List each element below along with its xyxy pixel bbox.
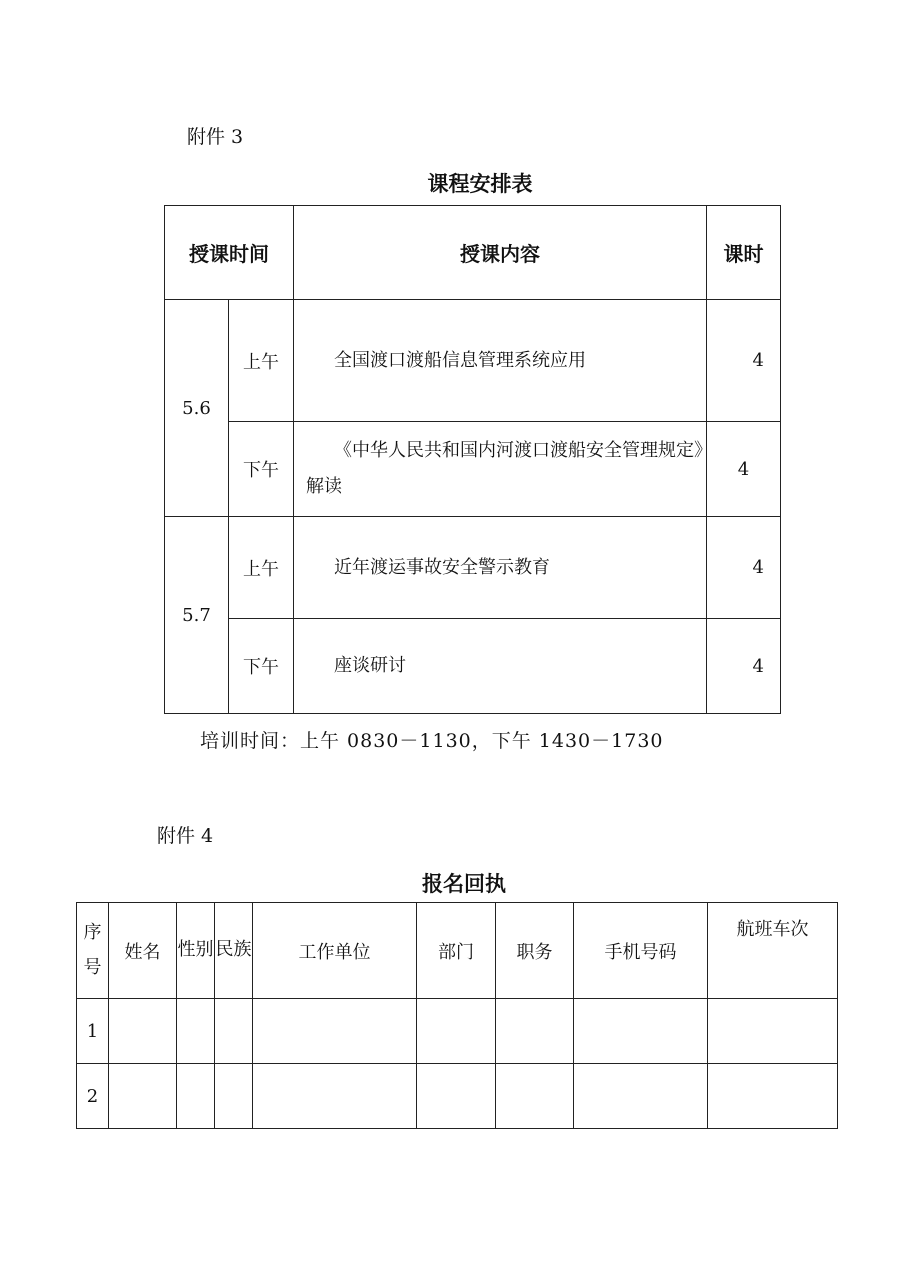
name-cell[interactable] (109, 1064, 177, 1129)
gender-cell[interactable] (177, 1064, 215, 1129)
content-cell: 《中华人民共和国内河渡口渡船安全管理规定》解读 (294, 422, 707, 517)
employer-cell[interactable] (253, 1064, 417, 1129)
header-department: 部门 (417, 903, 496, 999)
position-cell[interactable] (496, 1064, 574, 1129)
header-phone: 手机号码 (574, 903, 708, 999)
period-cell: 下午 (229, 619, 294, 714)
date-cell: 5.6 (165, 300, 229, 517)
registration-title: 报名回执 (422, 871, 506, 896)
hours-cell: 4 (707, 422, 781, 517)
header-flight: 航班车次 (708, 903, 838, 999)
content-cell: 座谈研讨 (294, 619, 707, 714)
ethnicity-cell[interactable] (215, 1064, 253, 1129)
period-cell: 上午 (229, 300, 294, 422)
row-number: 2 (77, 1064, 109, 1129)
employer-cell[interactable] (253, 999, 417, 1064)
schedule-title: 课程安排表 (427, 171, 533, 196)
hours-cell: 4 (707, 517, 781, 619)
hours-cell: 4 (707, 300, 781, 422)
header-gender: 性别 (177, 903, 215, 999)
header-hours: 课时 (707, 206, 781, 300)
name-cell[interactable] (109, 999, 177, 1064)
schedule-table (164, 205, 781, 714)
date-cell: 5.7 (165, 517, 229, 714)
attachment3-label: 附件 3 (187, 126, 244, 148)
period-cell: 下午 (229, 422, 294, 517)
row-number: 1 (77, 999, 109, 1064)
position-cell[interactable] (496, 999, 574, 1064)
gender-cell[interactable] (177, 999, 215, 1064)
header-position: 职务 (496, 903, 574, 999)
header-content: 授课内容 (294, 206, 707, 300)
attachment4-label: 附件 4 (157, 825, 214, 847)
training-time-note: 培训时间：上午 0830－1130，下午 1430－1730 (200, 730, 664, 752)
header-employer: 工作单位 (253, 903, 417, 999)
content-cell: 全国渡口渡船信息管理系统应用 (294, 300, 707, 422)
ethnicity-cell[interactable] (215, 999, 253, 1064)
period-cell: 上午 (229, 517, 294, 619)
header-seq: 序号 (77, 903, 109, 999)
phone-cell[interactable] (574, 1064, 708, 1129)
header-time: 授课时间 (165, 206, 294, 300)
header-name: 姓名 (109, 903, 177, 999)
registration-table (76, 902, 838, 1129)
department-cell[interactable] (417, 999, 496, 1064)
header-ethnicity: 民族 (215, 903, 253, 999)
flight-cell[interactable] (708, 999, 838, 1064)
hours-cell: 4 (707, 619, 781, 714)
phone-cell[interactable] (574, 999, 708, 1064)
department-cell[interactable] (417, 1064, 496, 1129)
content-cell: 近年渡运事故安全警示教育 (294, 517, 707, 619)
flight-cell[interactable] (708, 1064, 838, 1129)
